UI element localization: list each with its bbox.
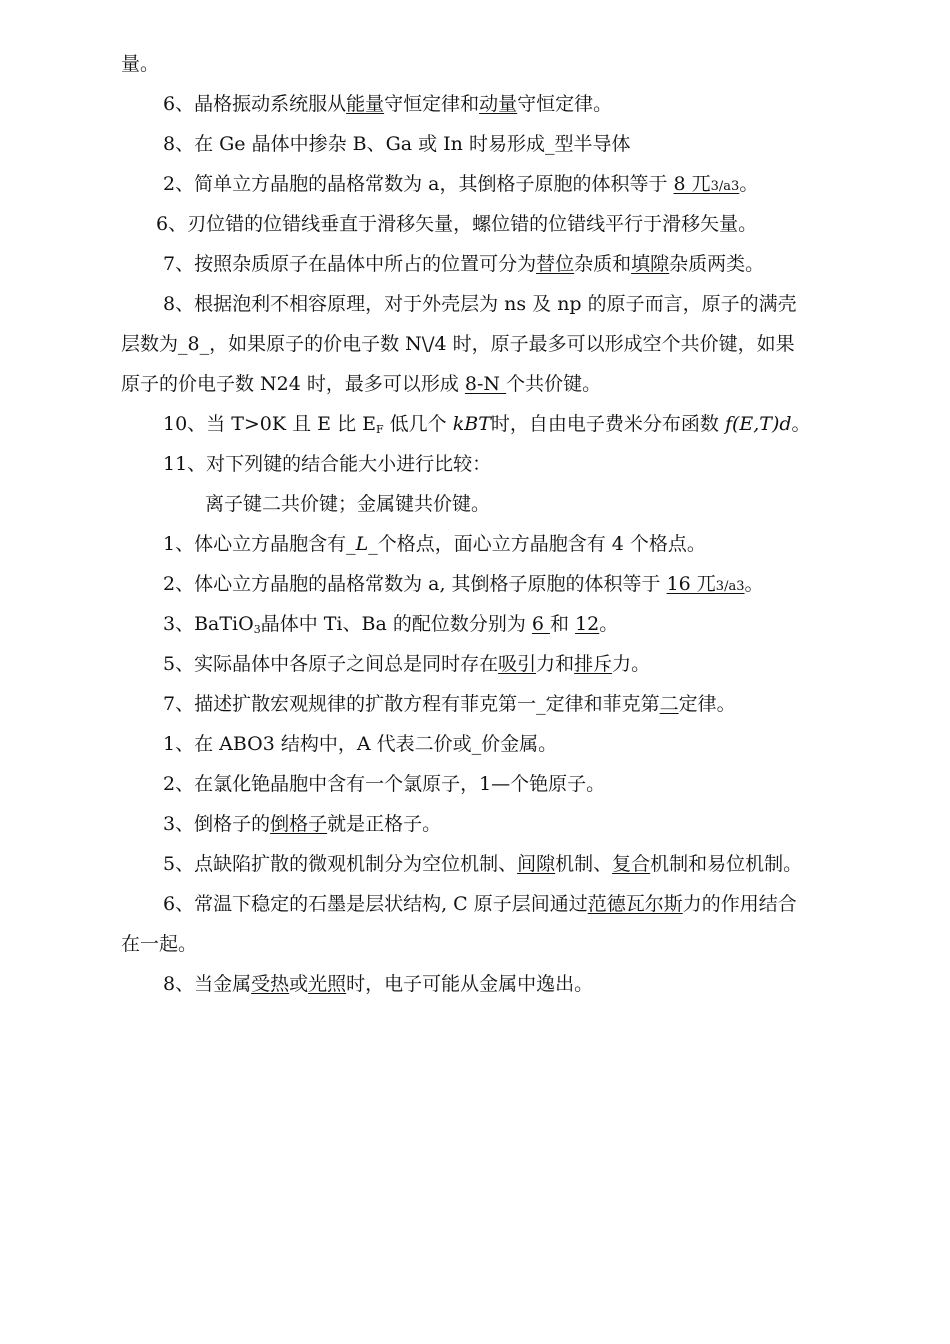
answer-text xyxy=(674,173,740,195)
text-line xyxy=(163,804,441,844)
text: 2、在氯化铯晶胞中含有一个氯原子，1—个铯原子。 xyxy=(163,773,606,795)
text: 1、体心立方晶胞含有 xyxy=(163,533,347,555)
text: 3、BaTiO xyxy=(163,613,254,635)
text-line xyxy=(163,844,802,884)
text-line xyxy=(163,84,612,124)
text: 量。 xyxy=(121,53,160,75)
text-line xyxy=(163,164,758,207)
answer-text: 排斥 xyxy=(574,653,613,675)
text: 个共价键。 xyxy=(506,373,602,395)
answer-text: _L_ xyxy=(346,533,378,555)
text: 。 xyxy=(599,613,619,635)
text: 6、刃位错的位错线垂直于滑移矢量，螺位错的位错线平行于滑移矢量。 xyxy=(156,213,758,235)
answer-text: 动量 xyxy=(479,93,518,115)
text: 时，电子可能从金属中逸出。 xyxy=(346,973,594,995)
text-line xyxy=(205,484,490,524)
text: 。 xyxy=(739,173,759,195)
text: 6、常温下稳定的石墨是层状结构, C 原子层间通过 xyxy=(163,893,588,915)
text: 守恒定律。 xyxy=(517,93,613,115)
text-line xyxy=(163,444,491,484)
answer-text: 复合 xyxy=(612,853,651,875)
answer-text: 间隙 xyxy=(517,853,556,875)
answer-main: 8 兀 xyxy=(673,173,711,195)
answer-text: 6 xyxy=(531,613,551,635)
text: 个格点，面心立方晶胞含有 4 个格点。 xyxy=(377,533,706,555)
text: 力的作用结合 xyxy=(682,893,797,915)
answer-text: 能量 xyxy=(346,93,385,115)
text: 2、体心立方晶胞的晶格常数为 a, 其倒格子原胞的体积等于 xyxy=(163,573,667,595)
text: 。 xyxy=(791,413,811,435)
answer-text: 替位 xyxy=(536,253,575,275)
text: 力和 xyxy=(536,653,575,675)
text: 2、简单立方晶胞的晶格常数为 a，其倒格子原胞的体积等于 xyxy=(163,173,674,195)
text-line xyxy=(163,884,797,924)
text: 或 xyxy=(289,973,309,995)
subscript: 3 xyxy=(253,623,261,636)
text-line xyxy=(163,684,736,724)
text: 守恒定律和 xyxy=(384,93,480,115)
text: 8、在 Ge 晶体中掺杂 B、Ga 或 In 时易形成_型半导体 xyxy=(163,133,631,155)
subscript: F xyxy=(376,423,384,436)
text: 6、晶格振动系统服从 xyxy=(163,93,347,115)
answer-text: 8-N xyxy=(464,373,507,395)
text: 1、在 ABO3 结构中，A 代表二价或_价金属。 xyxy=(163,733,558,755)
text-line xyxy=(121,364,601,404)
answer-text: 二 xyxy=(659,693,679,715)
formula: f(E,T)d xyxy=(724,413,792,435)
text-line xyxy=(163,644,650,684)
text-line xyxy=(163,724,557,764)
answer-small: 3/a3 xyxy=(715,579,745,594)
text: 7、描述扩散宏观规律的扩散方程有菲克第一_定律和菲克第 xyxy=(163,693,660,715)
text-line xyxy=(121,324,795,364)
text: 和 xyxy=(550,613,576,635)
text: 11、对下列键的结合能大小进行比较： xyxy=(163,453,492,475)
text-line xyxy=(163,284,797,324)
text: 低几个 xyxy=(383,413,453,435)
text: 7、按照杂质原子在晶体中所占的位置可分为 xyxy=(163,253,537,275)
answer-main: 16 兀 xyxy=(666,573,716,595)
text-line xyxy=(121,924,197,964)
formula: kBT xyxy=(452,413,491,435)
text-line xyxy=(121,44,159,84)
text: 离子键二共价键；金属键共价键。 xyxy=(205,493,491,515)
text: 时，自由电子费米分布函数 xyxy=(490,413,725,435)
text: 机制、 xyxy=(555,853,613,875)
text: 3、倒格子的 xyxy=(163,813,271,835)
answer-text xyxy=(667,573,745,595)
text: 原子的价电子数 N24 时，最多可以形成 xyxy=(121,373,465,395)
text: 杂质和 xyxy=(574,253,632,275)
answer-text: 填隙 xyxy=(631,253,670,275)
text-line xyxy=(163,124,630,164)
text: 8、根据泡利不相容原理，对于外壳层为 ns 及 np 的原子而言，原子的满壳 xyxy=(163,293,797,315)
text: 杂质两类。 xyxy=(669,253,765,275)
text: 力。 xyxy=(612,653,651,675)
text: 8、当金属 xyxy=(163,973,252,995)
text-line xyxy=(163,964,593,1004)
answer-text: 12 xyxy=(575,613,600,635)
text: 机制和易位机制。 xyxy=(650,853,803,875)
text: 在一起。 xyxy=(121,933,198,955)
answer-text: 光照 xyxy=(308,973,347,995)
answer-small: 3/a3 xyxy=(710,179,740,194)
answer-text: 受热 xyxy=(251,973,290,995)
text: 定律。 xyxy=(678,693,736,715)
answer-text: 吸引 xyxy=(498,653,537,675)
text: 层数为_8_，如果原子的价电子数 N\/4 时，原子最多可以形成空个共价键，如果 xyxy=(121,333,795,355)
text: 10、当 T>0K 且 E 比 E xyxy=(163,413,376,435)
text-line xyxy=(163,524,706,564)
text: 晶体中 Ti、Ba 的配位数分别为 xyxy=(260,613,532,635)
text-line xyxy=(163,244,764,284)
answer-text: 倒格子 xyxy=(270,813,328,835)
answer-text: 范德瓦尔斯 xyxy=(587,893,683,915)
text-line xyxy=(163,764,605,804)
text: 5、点缺陷扩散的微观机制分为空位机制、 xyxy=(163,853,518,875)
text-line xyxy=(156,204,757,244)
text: 就是正格子。 xyxy=(327,813,442,835)
text: 。 xyxy=(744,573,764,595)
text-line xyxy=(163,564,764,607)
text: 5、实际晶体中各原子之间总是同时存在 xyxy=(163,653,499,675)
